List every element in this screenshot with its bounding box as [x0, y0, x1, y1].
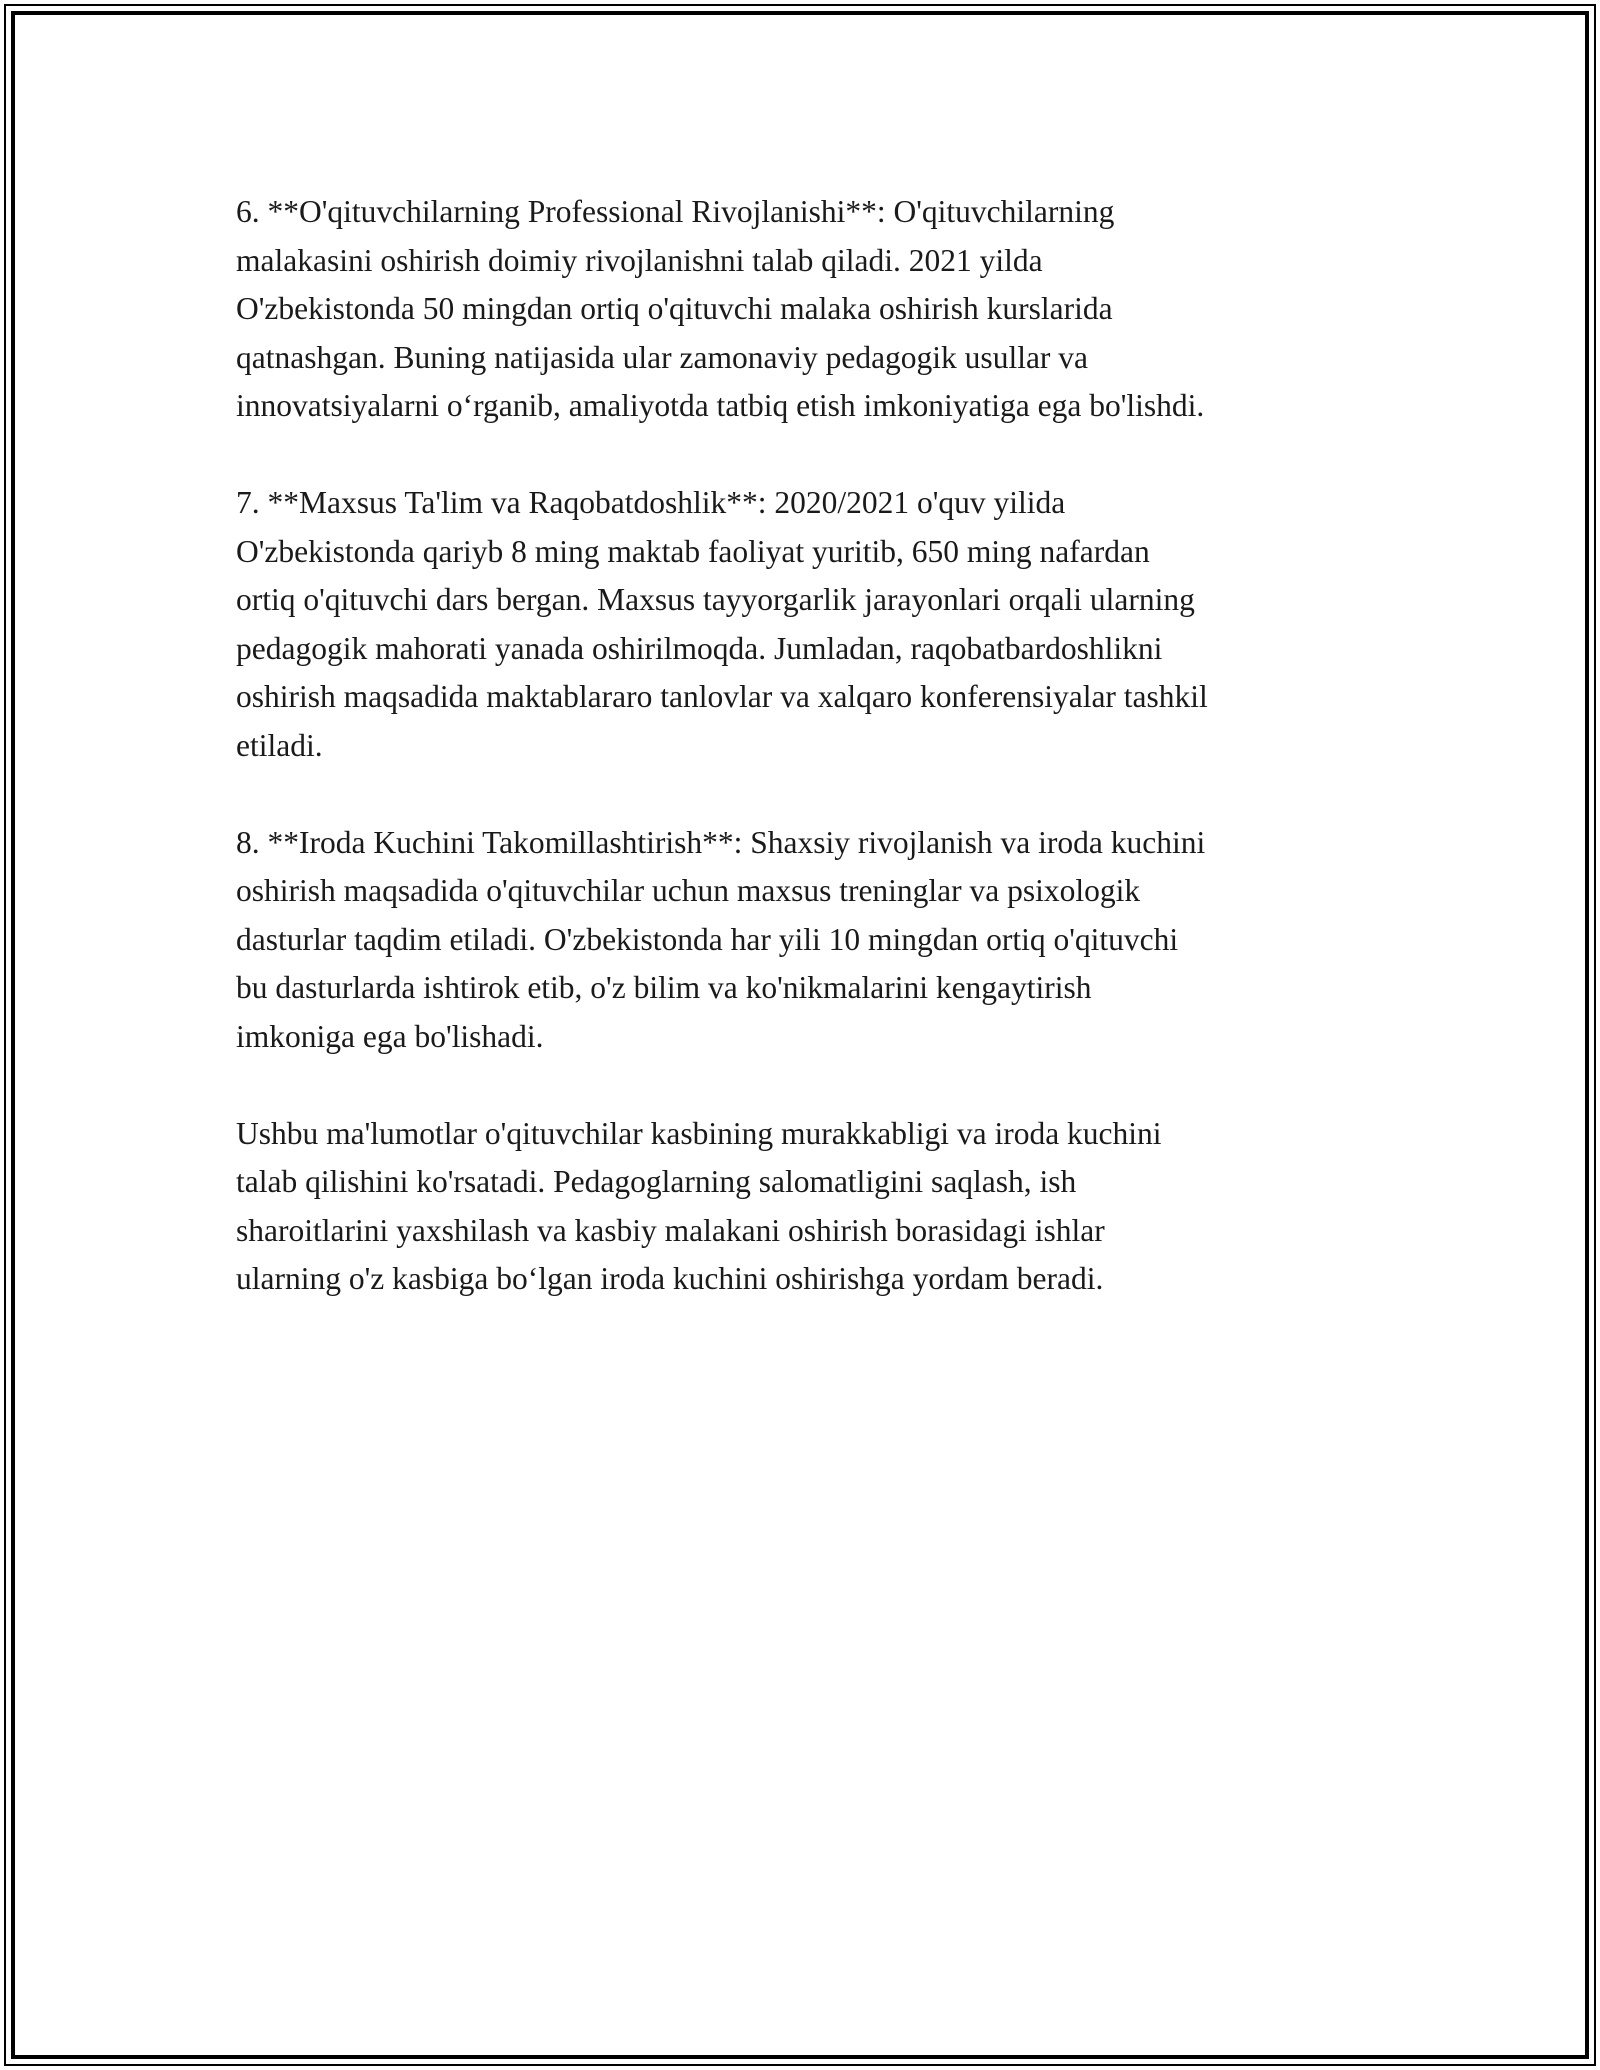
paragraph-conclusion: Ushbu ma'lumotlar o'qituvchilar kasbining murakkabligi va iroda kuchini talab qilishini ko'rsatadi. Pedagoglarning salomatligini saqlash, ish sharoitlarini yaxshilash va kasbiy malakani oshirish borasidagi ishlar ularning o'z kasbiga bo‘lgan iroda kuchini oshirishga yordam beradi. — [236, 1115, 1162, 1296]
document-body — [236, 188, 1396, 1352]
paragraph-professional-development: 6. **O'qituvchilarning Professional Rivojlanishi**: O'qituvchilarning malakasini oshirish doimiy rivojlanishni talab qiladi. 2021 yilda O'zbekistonda 50 mingdan ortiq o'qituvchi malaka oshirish kurslarida qatnashgan. Buning natijasida ular zamonaviy pedagogik usullar va innovatsiyalarni o‘rganib, amaliyotda tatbiq etish imkoniyatiga ega bo'lishdi. — [236, 194, 1205, 423]
paragraph-willpower-improvement: 8. **Iroda Kuchini Takomillashtirish**: Shaxsiy rivojlanish va iroda kuchini oshirish maqsadida o'qituvchilar uchun maxsus treninglar va psixologik dasturlar taqdim etiladi. O'zbekistonda har yili 10 mingdan ortiq o'qituvchi bu dasturlarda ishtirok etib, o'z bilim va ko'nikmalarini kengaytirish imkoniga ega bo'lishadi. — [236, 824, 1206, 1054]
paragraph-special-education: 7. **Maxsus Ta'lim va Raqobatdoshlik**: 2020/2021 o'quv yilida O'zbekistonda qariyb 8 ming maktab faoliyat yuritib, 650 ming nafardan ortiq o'qituvchi dars bergan. Maxsus tayyorgarlik jarayonlari orqali ularning pedagogik mahorati yanada oshirilmoqda. Jumladan, raqobatbardoshlikni oshirish maqsadida maktablararo tanlovlar va xalqaro konferensiyalar tashkil etiladi. — [236, 485, 1208, 763]
